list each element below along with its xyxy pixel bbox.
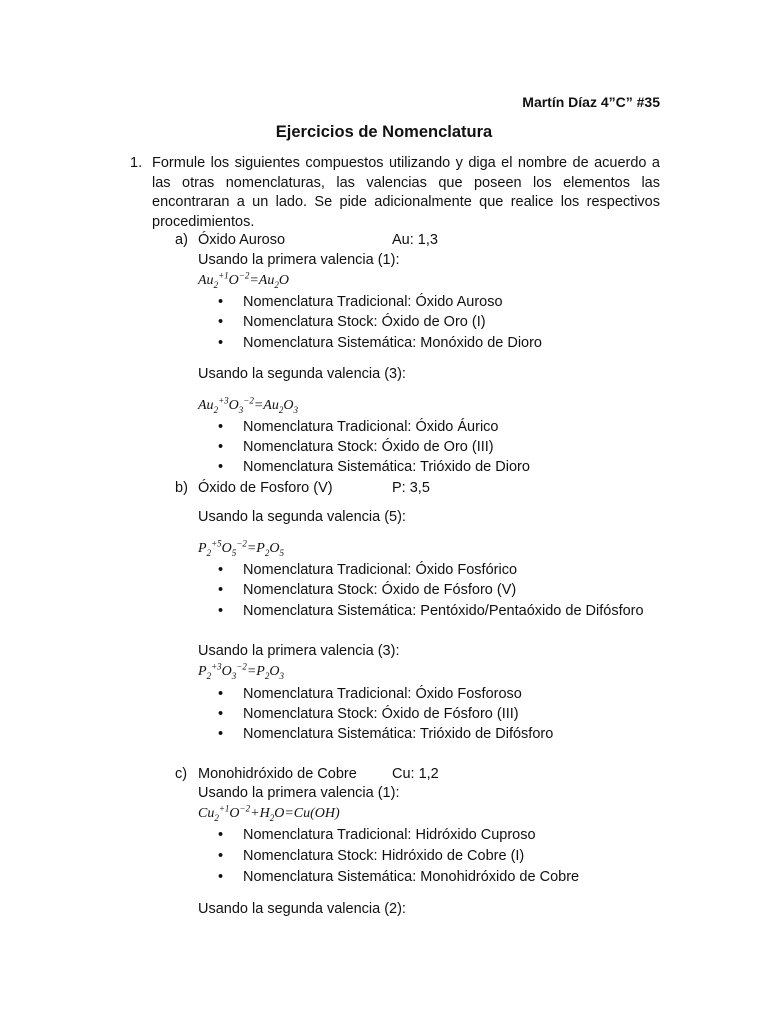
bullet-icon: • xyxy=(218,335,224,351)
item-b-v1-bullet: Nomenclatura Sistemática: Pentóxido/Pentaóxido de Difósforo xyxy=(243,603,644,619)
bullet-icon: • xyxy=(218,562,224,578)
bullet-icon: • xyxy=(218,726,224,742)
item-a-v1-bullet: Nomenclatura Sistemática: Monóxido de Dioro xyxy=(243,335,542,351)
item-b-v2-bullet: Nomenclatura Tradicional: Óxido Fosforoso xyxy=(243,686,522,702)
bullet-icon: • xyxy=(218,582,224,598)
item-b-label: b) xyxy=(175,480,188,496)
item-a-v1-bullet: Nomenclatura Stock: Óxido de Oro (I) xyxy=(243,314,486,330)
bullet-icon: • xyxy=(218,439,224,455)
item-b-v1-heading: Usando la segunda valencia (5): xyxy=(198,509,406,525)
bullet-icon: • xyxy=(218,686,224,702)
item-c-name: Monohidróxido de Cobre xyxy=(198,766,357,782)
bullet-icon: • xyxy=(218,706,224,722)
item-a-v1-heading: Usando la primera valencia (1): xyxy=(198,252,400,268)
item-b-v2-formula: $P_2^{+3}O_3^{-2}=P_2O_3$ xyxy=(198,661,284,681)
item-a-valences: Au: 1,3 xyxy=(392,232,438,248)
item-a-v1-formula: $Au_2^{+1}O^{-2}=Au_2O$ xyxy=(198,270,289,290)
item-a-v2-formula: $Au_2^{+3}O_3^{-2}=Au_2O_3$ xyxy=(198,395,298,415)
item-b-v1-formula: $P_2^{+5}O_5^{-2}=P_2O_5$ xyxy=(198,538,284,558)
bullet-icon: • xyxy=(218,314,224,330)
item-b-name: Óxido de Fosforo (V) xyxy=(198,480,333,496)
document-title: Ejercicios de Nomenclatura xyxy=(275,123,493,141)
item-a-v2-bullet: Nomenclatura Sistemática: Trióxido de Dioro xyxy=(243,459,530,475)
item-b-v2-heading: Usando la primera valencia (3): xyxy=(198,643,400,659)
bullet-icon: • xyxy=(218,294,224,310)
item-a-v2-heading: Usando la segunda valencia (3): xyxy=(198,366,406,382)
item-c-v1-formula: $Cu_2^{+1}O^{-2}+H_2O=Cu(OH)$ xyxy=(198,803,340,823)
author-line: Martín Díaz 4”C” #35 xyxy=(522,94,660,110)
item-c-label: c) xyxy=(175,766,188,782)
bullet-icon: • xyxy=(218,459,224,475)
item-b-v1-bullet: Nomenclatura Tradicional: Óxido Fosfórico xyxy=(243,562,518,578)
item-a-v1-bullet: Nomenclatura Tradicional: Óxido Auroso xyxy=(243,294,503,310)
item-c-v2-heading: Usando la segunda valencia (2): xyxy=(198,901,406,917)
item-c-v1-bullet: Nomenclatura Tradicional: Hidróxido Cuproso xyxy=(243,827,536,843)
bullet-icon: • xyxy=(218,869,224,885)
bullet-icon: • xyxy=(218,419,224,435)
item-b-v2-bullet: Nomenclatura Sistemática: Trióxido de Difósforo xyxy=(243,726,554,742)
item-c-v1-heading: Usando la primera valencia (1): xyxy=(198,785,400,801)
item-a-label: a) xyxy=(175,232,188,248)
item-a-v2-bullet: Nomenclatura Stock: Óxido de Oro (III) xyxy=(243,439,494,455)
bullet-icon: • xyxy=(218,603,224,619)
item-c-v1-bullet: Nomenclatura Sistemática: Monohidróxido de Cobre xyxy=(243,869,580,885)
question-number: 1. xyxy=(130,155,143,171)
item-a-v2-bullet: Nomenclatura Tradicional: Óxido Áurico xyxy=(243,419,499,435)
bullet-icon: • xyxy=(218,848,224,864)
item-b-v2-bullet: Nomenclatura Stock: Óxido de Fósforo (III) xyxy=(243,706,519,722)
item-a-name: Óxido Auroso xyxy=(198,232,286,248)
item-b-valences: P: 3,5 xyxy=(392,480,430,496)
item-c-v1-bullet: Nomenclatura Stock: Hidróxido de Cobre (I) xyxy=(243,848,525,864)
item-b-v1-bullet: Nomenclatura Stock: Óxido de Fósforo (V) xyxy=(243,582,517,598)
bullet-icon: • xyxy=(218,827,224,843)
item-c-valences: Cu: 1,2 xyxy=(392,766,439,782)
question-text: Formule los siguientes compuestos utilizando y diga el nombre de acuerdo a las otras nomenclaturas, las valencias que poseen los elementos las encontraran a un lado. Se pide adicionalmente que realice los respectivos procedimientos. xyxy=(152,155,660,230)
